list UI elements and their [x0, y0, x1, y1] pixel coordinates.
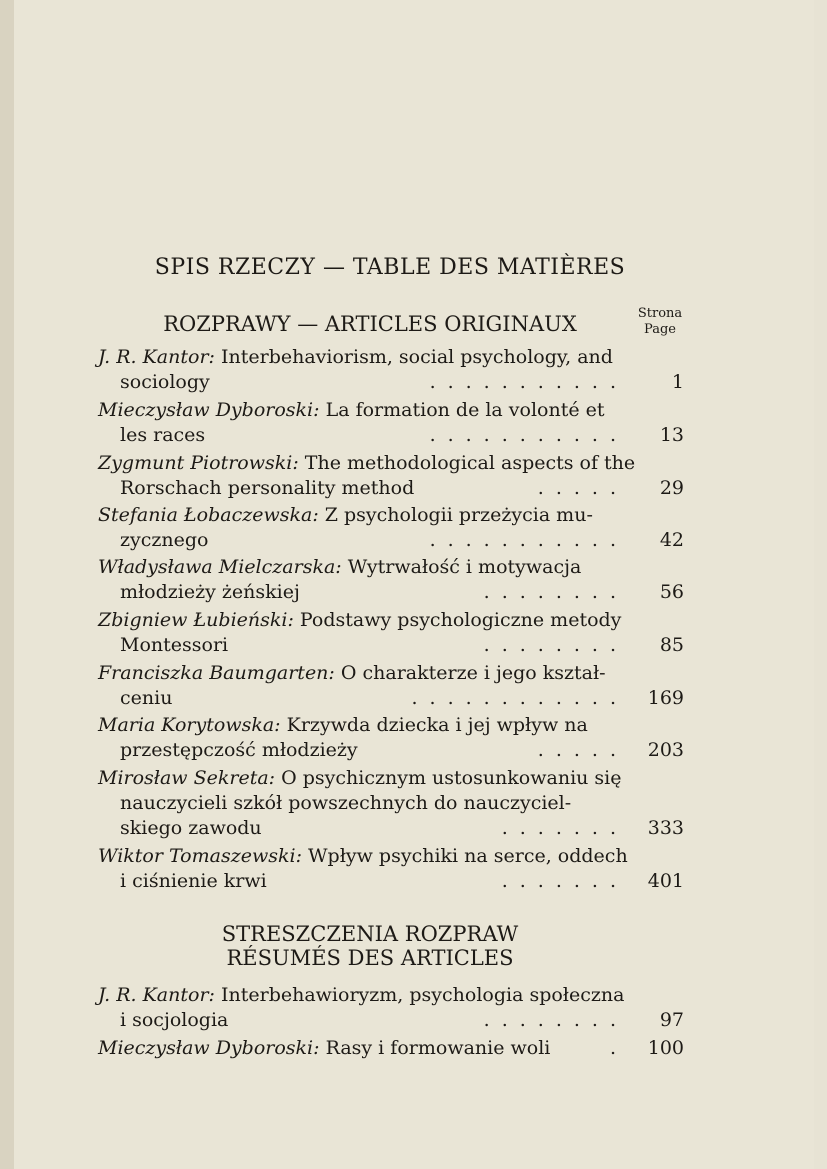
leader-dots: . [609, 1037, 628, 1059]
entry-title-cont: młodzieży żeńskiej [120, 581, 300, 603]
leader-dots: ........... [429, 529, 628, 551]
entry-title-cont: i socjologia [120, 1009, 229, 1031]
leader-dots: ........ [483, 1009, 628, 1031]
entry-author: Mieczysław Dyboroski: [98, 1037, 320, 1059]
toc-entry [98, 713, 684, 763]
section-subtitle-summaries: RÉSUMÉS DES ARTICLES [226, 946, 514, 970]
toc-entry [98, 451, 684, 501]
entry-page: 1 [671, 371, 684, 393]
leader-dots: ........... [429, 371, 628, 393]
leader-dots: ........... [429, 424, 628, 446]
page-label-page: Page [644, 322, 676, 337]
entry-title-cont: nauczycieli szkół powszechnych do nauczyciel- [120, 792, 572, 814]
toc-entry [98, 661, 684, 711]
toc-entry [98, 766, 684, 841]
entry-title: Wytrwałość i motywacja [347, 556, 582, 578]
leader-dots: ........ [483, 634, 628, 656]
entry-author: J. R. Kantor: [98, 346, 215, 368]
entry-author: Maria Korytowska: [98, 714, 281, 736]
entry-page: 13 [659, 424, 684, 446]
main-title: SPIS RZECZY — TABLE DES MATIÈRES [154, 255, 626, 280]
entry-title: O charakterze i jego kształ- [340, 662, 606, 684]
section-title-summaries: STRESZCZENIA ROZPRAW [221, 922, 519, 946]
entry-title-cont: les races [120, 424, 206, 446]
entry-title: Krzywda dziecka i jej wpływ na [286, 714, 588, 736]
toc-entry [98, 844, 684, 894]
leader-dots: ..... [537, 477, 628, 499]
entry-title-cont: skiego zawodu [120, 817, 262, 839]
entry-title-cont: przestępczość młodzieży [120, 739, 358, 761]
entry-page: 85 [659, 634, 684, 656]
entry-page: 169 [647, 687, 684, 709]
page-edge [0, 0, 14, 1169]
entry-title: Rasy i formowanie woli [325, 1037, 551, 1059]
toc-entry [98, 1036, 684, 1061]
entry-title-cont: ceniu [120, 687, 173, 709]
entry-author: Zbigniew Łubieński: [98, 609, 294, 631]
entry-page: 29 [659, 477, 684, 499]
entry-title-cont: Rorschach personality method [120, 477, 415, 499]
toc-entry [98, 503, 684, 553]
entry-title: The methodological aspects of the [304, 452, 636, 474]
leader-dots: ....... [501, 817, 628, 839]
toc-entry [98, 345, 684, 395]
entry-page: 203 [647, 739, 684, 761]
entry-title-cont: sociology [120, 371, 210, 393]
entry-title-cont: i ciśnienie krwi [120, 870, 267, 892]
entry-title: Z psychologii przeżycia mu- [324, 504, 593, 526]
entry-title: Podstawy psychologiczne metody [299, 609, 622, 631]
page-column-header [630, 306, 690, 338]
toc-entry [98, 398, 684, 448]
page-label-strona: Strona [637, 306, 683, 321]
leader-dots: ........ [483, 581, 628, 603]
leader-dots: ............ [411, 687, 628, 709]
entry-author: Mirosław Sekreta: [98, 767, 276, 789]
entry-author: Stefania Łobaczewska: [98, 504, 319, 526]
entry-page: 56 [659, 581, 684, 603]
leader-dots: ..... [537, 739, 628, 761]
entry-author: Wiktor Tomaszewski: [98, 845, 302, 867]
toc-entry [98, 608, 684, 658]
entry-author: Zygmunt Piotrowski: [98, 452, 299, 474]
entry-page: 401 [647, 870, 684, 892]
entry-page: 42 [659, 529, 684, 551]
entry-title: Wpływ psychiki na serce, oddech [308, 845, 628, 867]
entry-title-cont: zycznego [120, 529, 209, 551]
entry-author: Mieczysław Dyboroski: [98, 399, 320, 421]
entry-author: Franciszka Baumgarten: [98, 662, 335, 684]
entry-title: Interbehaviorism, social psychology, and [220, 346, 613, 368]
entry-page: 333 [647, 817, 684, 839]
entry-title: La formation de la volonté et [325, 399, 605, 421]
leader-dots: ....... [501, 870, 628, 892]
entry-title: Interbehawioryzm, psychologia społeczna [220, 984, 625, 1006]
entry-title-cont: Montessori [120, 634, 229, 656]
entry-page: 100 [647, 1037, 684, 1059]
entry-author: Władysława Mielczarska: [98, 556, 342, 578]
entry-author: J. R. Kantor: [98, 984, 215, 1006]
entry-page: 97 [659, 1009, 684, 1031]
section-title-articles: ROZPRAWY — ARTICLES ORIGINAUX [163, 312, 577, 336]
toc-entry [98, 555, 684, 605]
entry-title: O psychicznym ustosunkowaniu się [281, 767, 622, 789]
toc-entry [98, 983, 684, 1033]
